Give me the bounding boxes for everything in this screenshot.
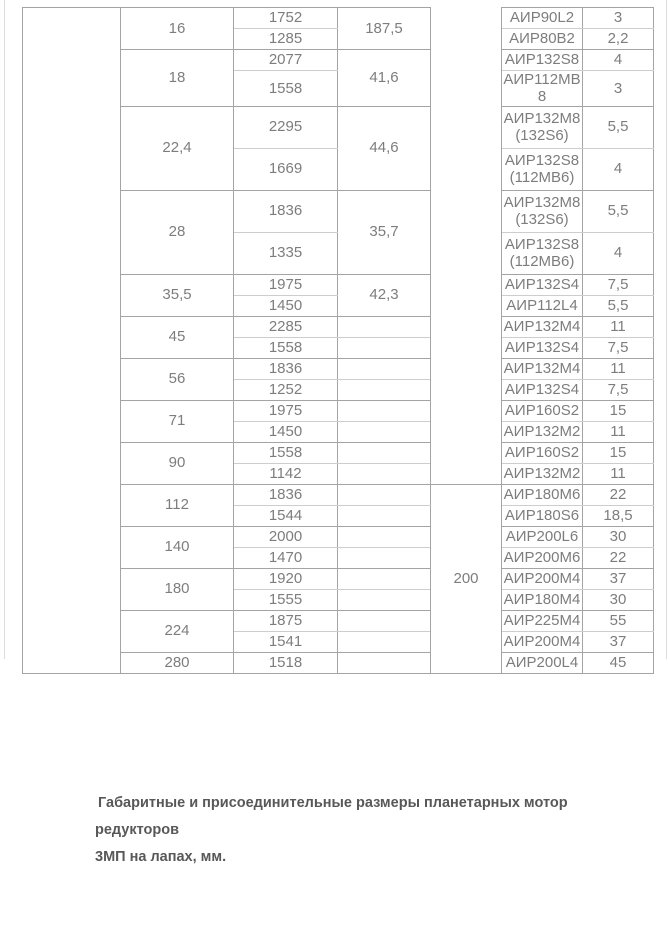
empty-cell <box>338 610 431 631</box>
motor-name-cell: АИР112МВ8 <box>503 71 581 106</box>
gear-ratio-cell: 90 <box>121 442 234 484</box>
gear-ratio-cell: 140 <box>121 526 234 568</box>
speed-value-cell: 1518 <box>234 652 338 673</box>
content-right-border-line <box>666 0 667 659</box>
motor-name-cell: АИР132М4 <box>502 358 583 379</box>
motor-name-cell: АИР132М2 <box>502 421 583 442</box>
motor-name-cell: АИР180М6 <box>502 484 583 505</box>
power-value-cell: 11 <box>583 316 654 337</box>
power-value-cell: 4 <box>583 148 654 190</box>
motor-name-cell: АИР132S4 <box>502 274 583 295</box>
speed-value-cell: 1142 <box>234 463 338 484</box>
motor-reducer-spec-table <box>22 7 654 674</box>
power-value-cell: 4 <box>583 232 654 274</box>
empty-size-cell <box>431 8 502 485</box>
motor-name-cell: АИР90L2 <box>502 8 583 29</box>
power-value-cell: 2,2 <box>583 29 654 50</box>
speed-value-cell: 1836 <box>234 358 338 379</box>
empty-cell <box>338 484 431 505</box>
gear-ratio-cell: 16 <box>121 8 234 50</box>
power-value-cell: 22 <box>583 484 654 505</box>
power-value-cell: 7,5 <box>583 379 654 400</box>
motor-name-cell: АИР200М6 <box>502 547 583 568</box>
empty-cell <box>338 505 431 526</box>
power-value-cell: 11 <box>583 421 654 442</box>
power-value-cell: 55 <box>583 610 654 631</box>
motor-name-cell: АИР200L6 <box>502 526 583 547</box>
power-value-cell: 5,5 <box>583 190 654 232</box>
speed-value-cell: 2295 <box>234 106 338 148</box>
motor-name-cell: АИР132S8(112МВ6) <box>502 232 583 274</box>
speed-value-cell: 1558 <box>234 337 338 358</box>
speed-value-cell: 1470 <box>234 547 338 568</box>
motor-name-cell: АИР180S6 <box>502 505 583 526</box>
speed-value-cell: 1558 <box>234 71 338 107</box>
gear-ratio-cell: 18 <box>121 50 234 107</box>
motor-name-cell: АИР80В2 <box>502 29 583 50</box>
motor-name-cell: АИР225М4 <box>502 610 583 631</box>
empty-cell <box>338 316 431 337</box>
caption-line-1: Габаритные и присоединительные размеры планетарных мотор редукторов <box>95 795 568 838</box>
gear-ratio-cell: 35,5 <box>121 274 234 316</box>
power-value-cell: 7,5 <box>583 337 654 358</box>
power-value-cell: 22 <box>583 547 654 568</box>
power-value-cell: 18,5 <box>583 505 654 526</box>
torque-value-cell: 35,7 <box>338 190 431 274</box>
gear-ratio-cell: 22,4 <box>121 106 234 190</box>
motor-name-cell: АИР132М8(132S6) <box>502 190 583 232</box>
motor-name-cell: АИР200М4 <box>502 631 583 652</box>
speed-value-cell: 1450 <box>234 295 338 316</box>
speed-value-cell: 1836 <box>234 190 338 232</box>
empty-cell <box>338 547 431 568</box>
speed-value-cell: 1544 <box>234 505 338 526</box>
speed-value-cell: 1975 <box>234 274 338 295</box>
power-value-cell: 37 <box>583 631 654 652</box>
size-value-cell: 200 <box>431 484 502 673</box>
left-spacer-cell <box>23 8 121 674</box>
gear-ratio-cell: 56 <box>121 358 234 400</box>
speed-value-cell: 1836 <box>234 484 338 505</box>
torque-value-cell: 187,5 <box>338 8 431 50</box>
empty-cell <box>338 379 431 400</box>
table-caption <box>95 790 615 871</box>
motor-name-cell: АИР112L4 <box>502 295 583 316</box>
power-value-cell: 4 <box>583 50 654 71</box>
speed-value-cell: 1975 <box>234 400 338 421</box>
power-value-cell: 11 <box>583 463 654 484</box>
motor-name-cell: АИР160S2 <box>502 400 583 421</box>
power-value-cell: 30 <box>583 589 654 610</box>
power-value-cell: 5,5 <box>583 295 654 316</box>
empty-cell <box>338 400 431 421</box>
motor-name-cell: АИР200L4 <box>502 652 583 673</box>
speed-value-cell: 1555 <box>234 589 338 610</box>
content-left-border-line <box>4 0 5 659</box>
empty-cell <box>338 589 431 610</box>
motor-name-cell: АИР200М4 <box>502 568 583 589</box>
torque-value-cell: 42,3 <box>338 274 431 316</box>
power-value-cell: 5,5 <box>583 106 654 148</box>
empty-cell <box>338 652 431 673</box>
empty-cell <box>338 337 431 358</box>
table-row <box>23 8 654 29</box>
motor-name-cell: АИР132S4 <box>502 379 583 400</box>
power-value-cell: 7,5 <box>583 274 654 295</box>
empty-cell <box>338 358 431 379</box>
power-value-cell: 15 <box>583 442 654 463</box>
gear-ratio-cell: 28 <box>121 190 234 274</box>
motor-name-cell: АИР132М4 <box>502 316 583 337</box>
motor-name-cell: АИР132М8(132S6) <box>502 106 583 148</box>
power-value-cell: 3 <box>583 8 654 29</box>
gear-ratio-cell: 71 <box>121 400 234 442</box>
speed-value-cell: 1335 <box>234 232 338 274</box>
speed-value-cell: 1285 <box>234 29 338 50</box>
speed-value-cell: 1752 <box>234 8 338 29</box>
torque-value-cell: 41,6 <box>338 50 431 107</box>
power-value-cell: 37 <box>583 568 654 589</box>
speed-value-cell: 2285 <box>234 316 338 337</box>
torque-value-cell: 44,6 <box>338 106 431 190</box>
empty-cell <box>338 568 431 589</box>
speed-value-cell: 1920 <box>234 568 338 589</box>
gear-ratio-cell: 180 <box>121 568 234 610</box>
empty-cell <box>338 442 431 463</box>
motor-name-cell: АИР180М4 <box>502 589 583 610</box>
speed-value-cell: 1541 <box>234 631 338 652</box>
motor-name-cell: АИР132S8 <box>502 50 583 71</box>
motor-name-cell: АИР132S8(112МВ6) <box>502 148 583 190</box>
gear-ratio-cell: 112 <box>121 484 234 526</box>
empty-cell <box>338 421 431 442</box>
speed-value-cell: 1450 <box>234 421 338 442</box>
empty-cell <box>338 526 431 547</box>
gear-ratio-cell: 224 <box>121 610 234 652</box>
power-value-cell: 45 <box>583 652 654 673</box>
empty-cell <box>338 631 431 652</box>
power-value-cell: 30 <box>583 526 654 547</box>
caption-line-2: 3МП на лапах, мм. <box>95 849 227 865</box>
motor-name-cell: АИР160S2 <box>502 442 583 463</box>
gear-ratio-cell: 45 <box>121 316 234 358</box>
speed-value-cell: 1558 <box>234 442 338 463</box>
speed-value-cell: 2000 <box>234 526 338 547</box>
speed-value-cell: 2077 <box>234 50 338 71</box>
empty-cell <box>338 463 431 484</box>
motor-name-cell: АИР132М2 <box>502 463 583 484</box>
speed-value-cell: 1252 <box>234 379 338 400</box>
motor-name-cell: АИР132S4 <box>502 337 583 358</box>
speed-value-cell: 1875 <box>234 610 338 631</box>
power-value-cell: 15 <box>583 400 654 421</box>
power-value-cell: 3 <box>583 71 654 107</box>
power-value-cell: 11 <box>583 358 654 379</box>
gear-ratio-cell: 280 <box>121 652 234 673</box>
speed-value-cell: 1669 <box>234 148 338 190</box>
